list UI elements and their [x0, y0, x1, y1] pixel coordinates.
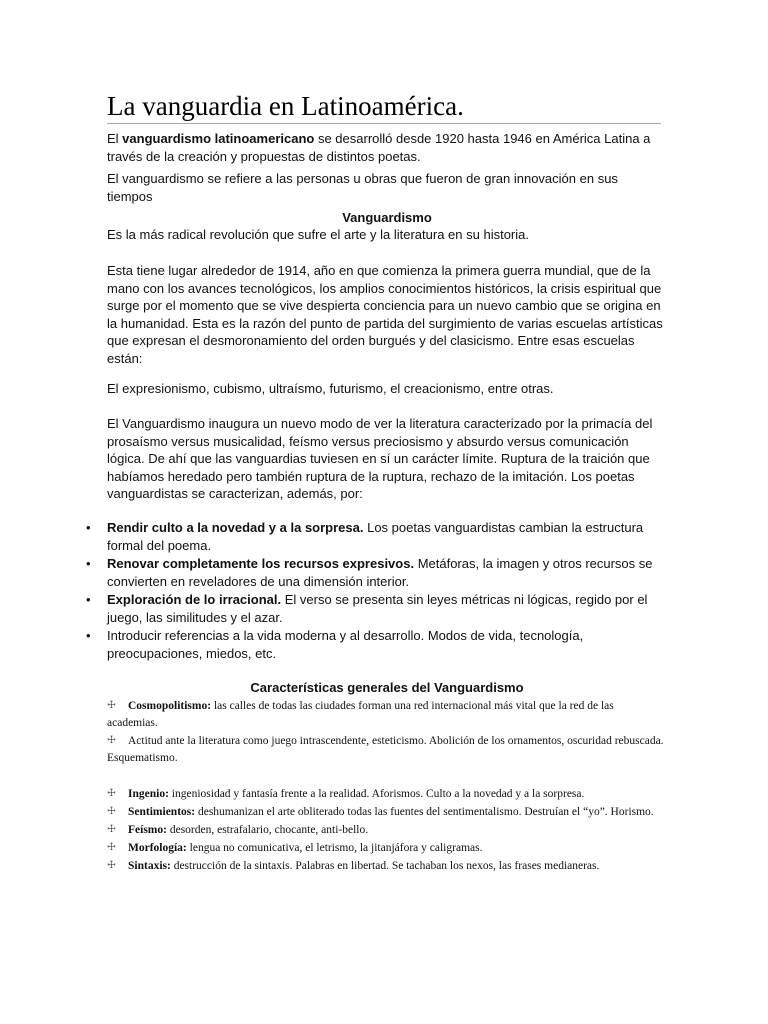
intro-rest: se desarrolló desde 1920 hasta 1946 en América Latina a través de la creación y propuestas de distintos poetas.	[107, 131, 651, 164]
bullet-text: El verso se presenta sin leyes métricas ni lógicas, regido por el juego, las similitudes y el azar.	[107, 592, 648, 625]
list-item	[107, 732, 667, 767]
bullet-text: Metáforas, la imagen y otros recursos se convierten en reveladores de una dimensión interior.	[107, 556, 653, 589]
item-term: Ingenio:	[128, 788, 169, 800]
bullet-dot-icon: •	[86, 556, 91, 571]
bullet-bold: Rendir culto a la novedad y a la sorpresa.	[107, 520, 364, 535]
cross-icon: ☩	[107, 842, 116, 853]
intro-paragraph-2: El vanguardismo se refiere a las personas u obras que fueron de gran innovación en sus tiempos	[107, 171, 618, 204]
intro-paragraph-1	[107, 130, 667, 165]
bullet-text: Los poetas vanguardistas cambian la estructura formal del poema.	[107, 520, 644, 553]
list-item	[107, 821, 667, 839]
cross-icon: ☩	[107, 860, 116, 871]
list-item	[107, 803, 667, 821]
cross-icon: ☩	[107, 700, 116, 711]
bullet-text: Introducir referencias a la vida moderna y al desarrollo. Modos de vida, tecnología, preocupaciones, miedos, etc.	[107, 628, 584, 661]
list-item	[84, 627, 668, 662]
item-text: desorden, estrafalario, chocante, anti-bello.	[166, 824, 369, 836]
list-item	[84, 519, 668, 554]
section1-paragraph-2: Esta tiene lugar alrededor de 1914, año en que comienza la primera guerra mundial, que de la mano con los avances tecnológicos, los amplios conocimientos históricos, la crisis espiritual que surge por el momento que se vive despierta conciencia para un nuevo cambio que se origina en la humanidad. Esta es la razón del punto de partida del surgimiento de varias escuelas artísticas que expresan el desmoronamiento del orden burgués y del clasicismo. Entre esas escuelas están:	[107, 263, 663, 366]
list-item	[107, 785, 667, 803]
item-text: destrucción de la sintaxis. Palabras en libertad. Se tachaban los nexos, las frases medianeras.	[170, 860, 600, 872]
bullet-list	[84, 519, 668, 662]
bullet-dot-icon: •	[86, 592, 91, 607]
cross-icon: ☩	[107, 824, 116, 835]
cross-icon: ☩	[107, 788, 116, 799]
section-heading-vanguardismo: Vanguardismo	[342, 210, 432, 225]
intro-prefix: El	[107, 131, 123, 146]
item-text: lengua no comunicativa, el letrismo, la jitanjáfora y caligramas.	[186, 842, 483, 854]
item-term: Sentimientos:	[128, 806, 196, 818]
cross-icon: ☩	[107, 735, 116, 746]
item-text: Actitud ante la literatura como juego intrascendente, esteticismo. Abolición de los ornamentos, oscuridad rebuscada. Esquematismo.	[107, 735, 664, 764]
list-item	[107, 839, 667, 857]
characteristics-list	[107, 697, 667, 875]
item-term: Cosmopolitismo:	[128, 700, 212, 712]
section1-paragraph-1: Es la más radical revolución que sufre el arte y la literatura en su historia.	[107, 227, 529, 242]
intro-bold-term: vanguardismo latinoamericano	[122, 131, 315, 146]
bullet-dot-icon: •	[86, 628, 91, 643]
list-item	[84, 555, 668, 590]
page-title: La vanguardia en Latinoamérica.	[107, 90, 661, 124]
cross-icon: ☩	[107, 806, 116, 817]
item-term: Morfología:	[128, 842, 187, 854]
list-item	[107, 697, 667, 732]
item-term: Sintaxis:	[128, 860, 171, 872]
item-text: las calles de todas las ciudades forman una red internacional más vital que la red de las academias.	[107, 700, 614, 729]
bullet-dot-icon: •	[86, 520, 91, 535]
item-term: Feísmo:	[128, 824, 167, 836]
bullet-bold: Exploración de lo irracional.	[107, 592, 282, 607]
item-text: ingeniosidad y fantasía frente a la realidad. Aforismos. Culto a la novedad y a la sorpresa.	[168, 788, 585, 800]
section1-paragraph-4: El Vanguardismo inaugura un nuevo modo de ver la literatura caracterizado por la primacía del prosaísmo versus musicalidad, feísmo versus preciosismo y absurdo versus comunicación lógica. De ahí que las vanguardias tuviesen en sí un carácter límite. Ruptura de la traición que habíamos heredado pero también ruptura de la ruptura, rechazo de la imitación. Los poetas vanguardistas se caracterizan, además, por:	[107, 416, 653, 501]
bullet-bold: Renovar completamente los recursos expresivos.	[107, 556, 415, 571]
list-item	[84, 591, 668, 626]
item-text: deshumanizan el arte obliterado todas las fuentes del sentimentalismo. Destruían el “yo”. Horismo.	[195, 806, 654, 818]
section1-paragraph-3: El expresionismo, cubismo, ultraísmo, futurismo, el creacionismo, entre otras.	[107, 381, 554, 396]
list-item	[107, 857, 667, 875]
section-heading-caracteristicas: Características generales del Vanguardismo	[250, 680, 524, 695]
